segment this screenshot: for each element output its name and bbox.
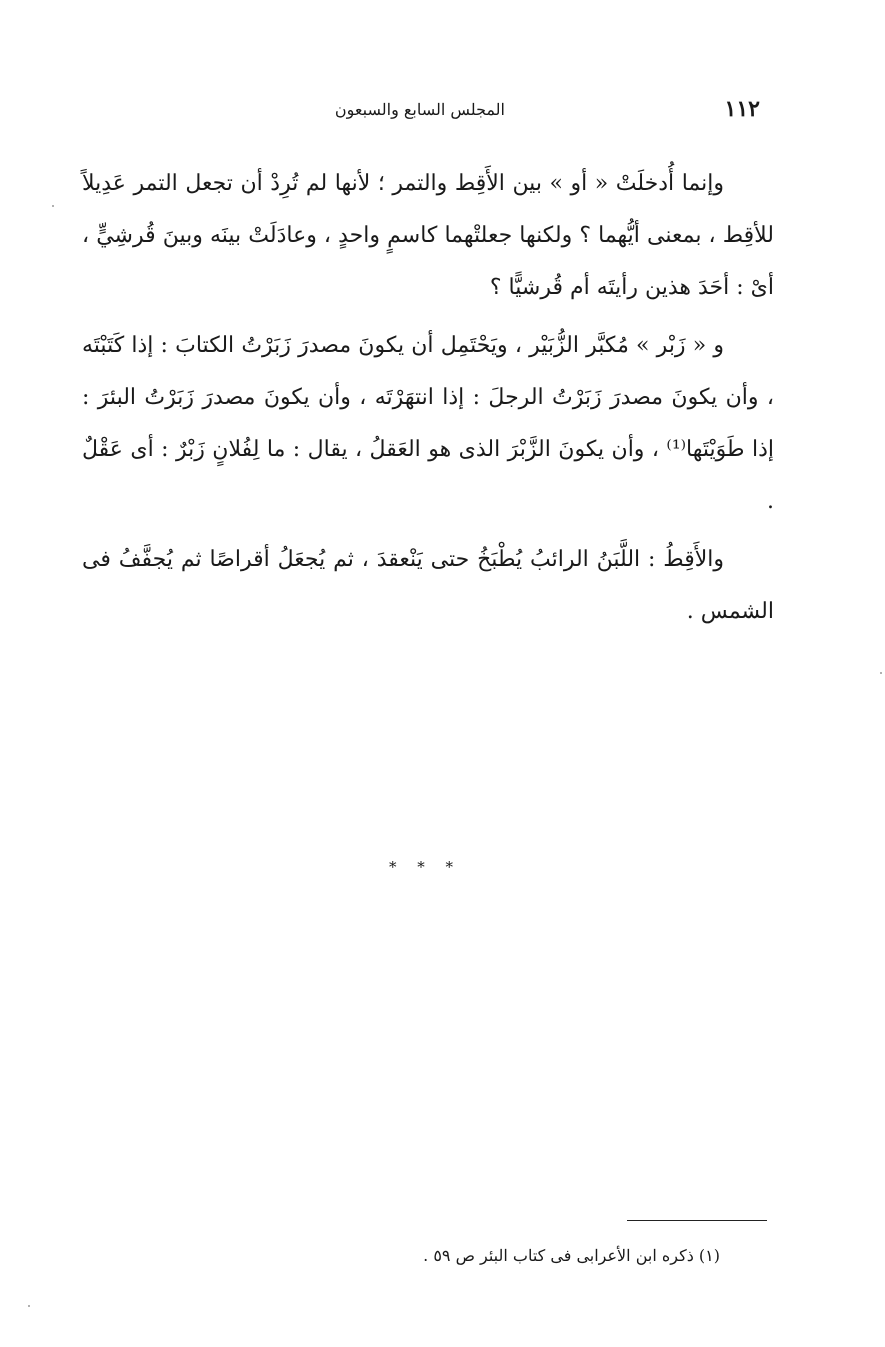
chapter-title: المجلس السابع والسبعون xyxy=(334,100,505,119)
paper-speck xyxy=(28,1305,30,1307)
footnote-rule xyxy=(627,1220,767,1221)
paper-speck xyxy=(880,672,882,674)
body-text xyxy=(82,158,774,644)
paragraph: والأَقِطُ : اللَّبَنُ الرائبُ يُطْبَخُ حتى يَنْعقدَ ، ثم يُجعَلُ أقراصًا ثم يُجفَّفُ فى الشمس . xyxy=(82,547,774,624)
paragraph: و « زَبْر » مُكبَّر الزُّبَيْر ، ويَحْتَمِل أن يكونَ مصدرَ زَبَرْتُ الكتابَ : إذا كَتَبْتَه ، وأن يكونَ مصدرَ زَبَرْتُ الرجلَ : إذا انتهَرْتَه ، وأن يكونَ مصدرَ زَبَرْتُ البئرَ : إذا طَوَيْتَها⁽¹⁾ ، وأن يكونَ الزَّبْرَ الذى هو العَقلُ ، يقال : ما لِفُلانٍ زَبْرٌ : أى عَقْلٌ . xyxy=(82,333,775,514)
section-separator: * * * xyxy=(388,858,462,876)
paragraph: وإنما أُدخلَتْ « أو » بين الأَقِط والتمر ؛ لأنها لم تُرِدْ أن تجعل التمر عَدِيلاً للأقِط ، بمعنى أيُّهما ؟ ولكنها جعلتْهما كاسمٍ واحدٍ ، وعادَلَتْ بينَه وبينَ قُرشِيٍّ ، أىْ : أحَدَ هذين رأيتَه أم قُرشيًّا ؟ xyxy=(82,171,774,300)
page-number: ١١٢ xyxy=(724,96,760,122)
running-head xyxy=(80,96,760,132)
paper-speck xyxy=(52,205,54,207)
footnote: (١) ذكره ابن الأعرابى فى كتاب البئر ص ٥٩ . xyxy=(423,1246,720,1265)
